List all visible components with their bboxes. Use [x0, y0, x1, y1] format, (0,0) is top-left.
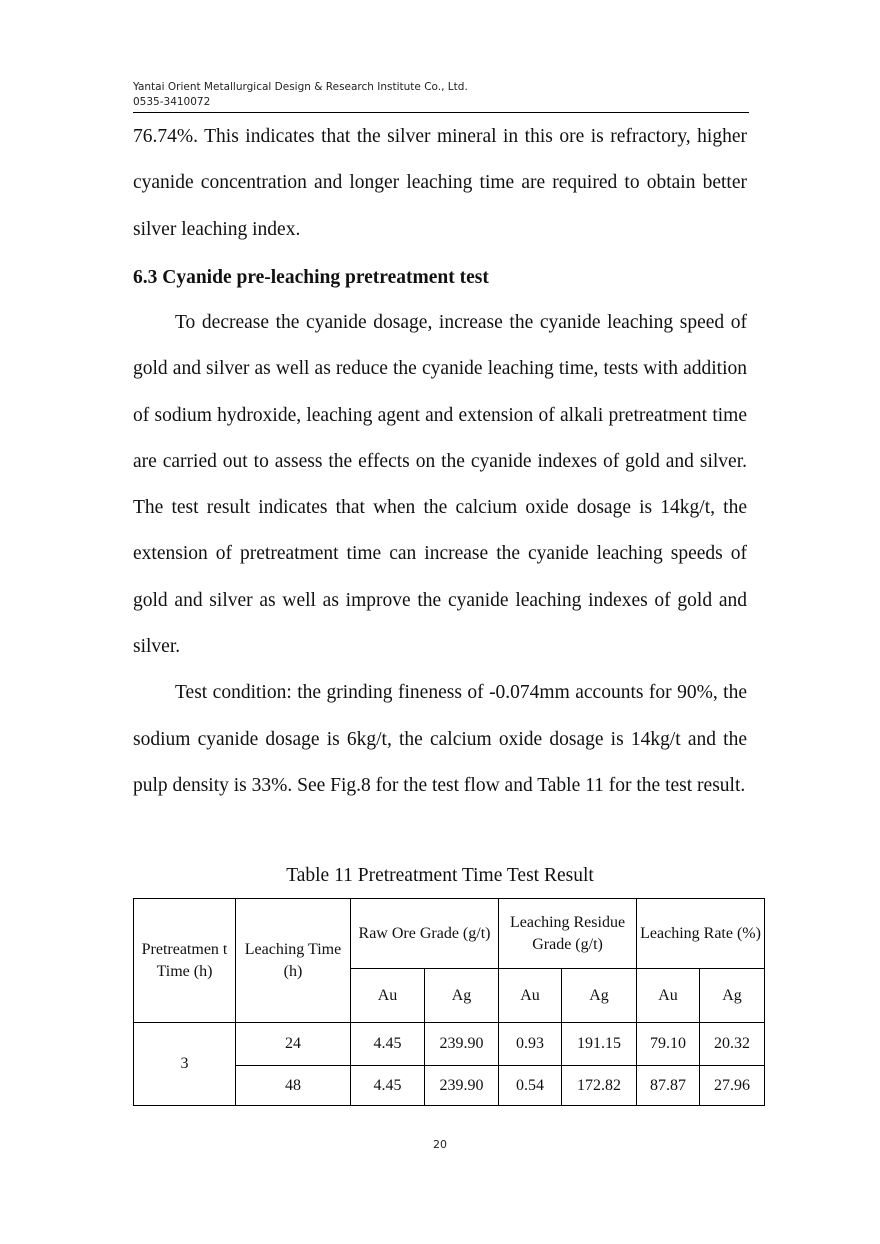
table-cell: 0.93	[499, 1023, 562, 1066]
table-cell: 239.90	[425, 1023, 499, 1066]
page-number: 20	[433, 1138, 447, 1151]
paragraph-3: Test condition: the grinding fineness of -0.074mm accounts for 90%, the sodium cyanide dosage is 6kg/t, the calcium oxide dosage is 14kg/t and the pulp density is 33%. See Fig.8 for the test flow and Table 11 for the test result.	[133, 682, 747, 796]
header-phone: 0535-3410072	[133, 96, 211, 108]
subheader-au: Au	[499, 969, 562, 1023]
header-pretreatment-time: Pretreatmen t Time (h)	[134, 899, 236, 1023]
table-cell: 79.10	[637, 1023, 700, 1066]
subheader-au: Au	[351, 969, 425, 1023]
group-pretreatment-time: 3	[134, 1023, 236, 1106]
table-cell: 191.15	[562, 1023, 637, 1066]
table-cell: 20.32	[700, 1023, 765, 1066]
table-cell: 239.90	[425, 1066, 499, 1106]
paragraph-2: To decrease the cyanide dosage, increase the cyanide leaching speed of gold and silver as well as reduce the cyanide leaching time, tests with addition of sodium hydroxide, leaching agent and extension of alkali pretreatment time are carried out to assess the effects on the cyanide indexes of gold and silver. The test result indicates that when the calcium oxide dosage is 14kg/t, the extension of pretreatment time can increase the cyanide leaching speeds of gold and silver as well as improve the cyanide leaching indexes of gold and silver.	[133, 312, 747, 658]
table-cell: 24	[236, 1023, 351, 1066]
page-header	[133, 80, 749, 110]
table-caption: Table 11 Pretreatment Time Test Result	[286, 865, 594, 886]
table-cell: 4.45	[351, 1066, 425, 1106]
section-heading: 6.3 Cyanide pre-leaching pretreatment test	[133, 267, 489, 288]
subheader-ag: Ag	[700, 969, 765, 1023]
paragraph-1: 76.74%. This indicates that the silver mineral in this ore is refractory, higher cyanide concentration and longer leaching time are required to obtain better silver leaching index.	[133, 126, 747, 240]
table-cell: 4.45	[351, 1023, 425, 1066]
paragraph-continuation	[133, 114, 747, 253]
subheader-ag: Ag	[425, 969, 499, 1023]
table-cell: 27.96	[700, 1066, 765, 1106]
header-leaching-rate: Leaching Rate (%)	[637, 899, 765, 969]
subheader-ag: Ag	[562, 969, 637, 1023]
table-cell: 48	[236, 1066, 351, 1106]
pretreatment-time-table	[133, 898, 765, 1106]
header-leaching-time: Leaching Time (h)	[236, 899, 351, 1023]
header-residue-grade: Leaching Residue Grade (g/t)	[499, 899, 637, 969]
header-divider	[133, 112, 749, 113]
paragraph-block	[133, 300, 747, 809]
table-row	[134, 1023, 765, 1066]
subheader-au: Au	[637, 969, 700, 1023]
table-cell: 0.54	[499, 1066, 562, 1106]
table-cell: 87.87	[637, 1066, 700, 1106]
header-company: Yantai Orient Metallurgical Design & Research Institute Co., Ltd.	[133, 81, 468, 93]
header-raw-ore-grade: Raw Ore Grade (g/t)	[351, 899, 499, 969]
table-cell: 172.82	[562, 1066, 637, 1106]
